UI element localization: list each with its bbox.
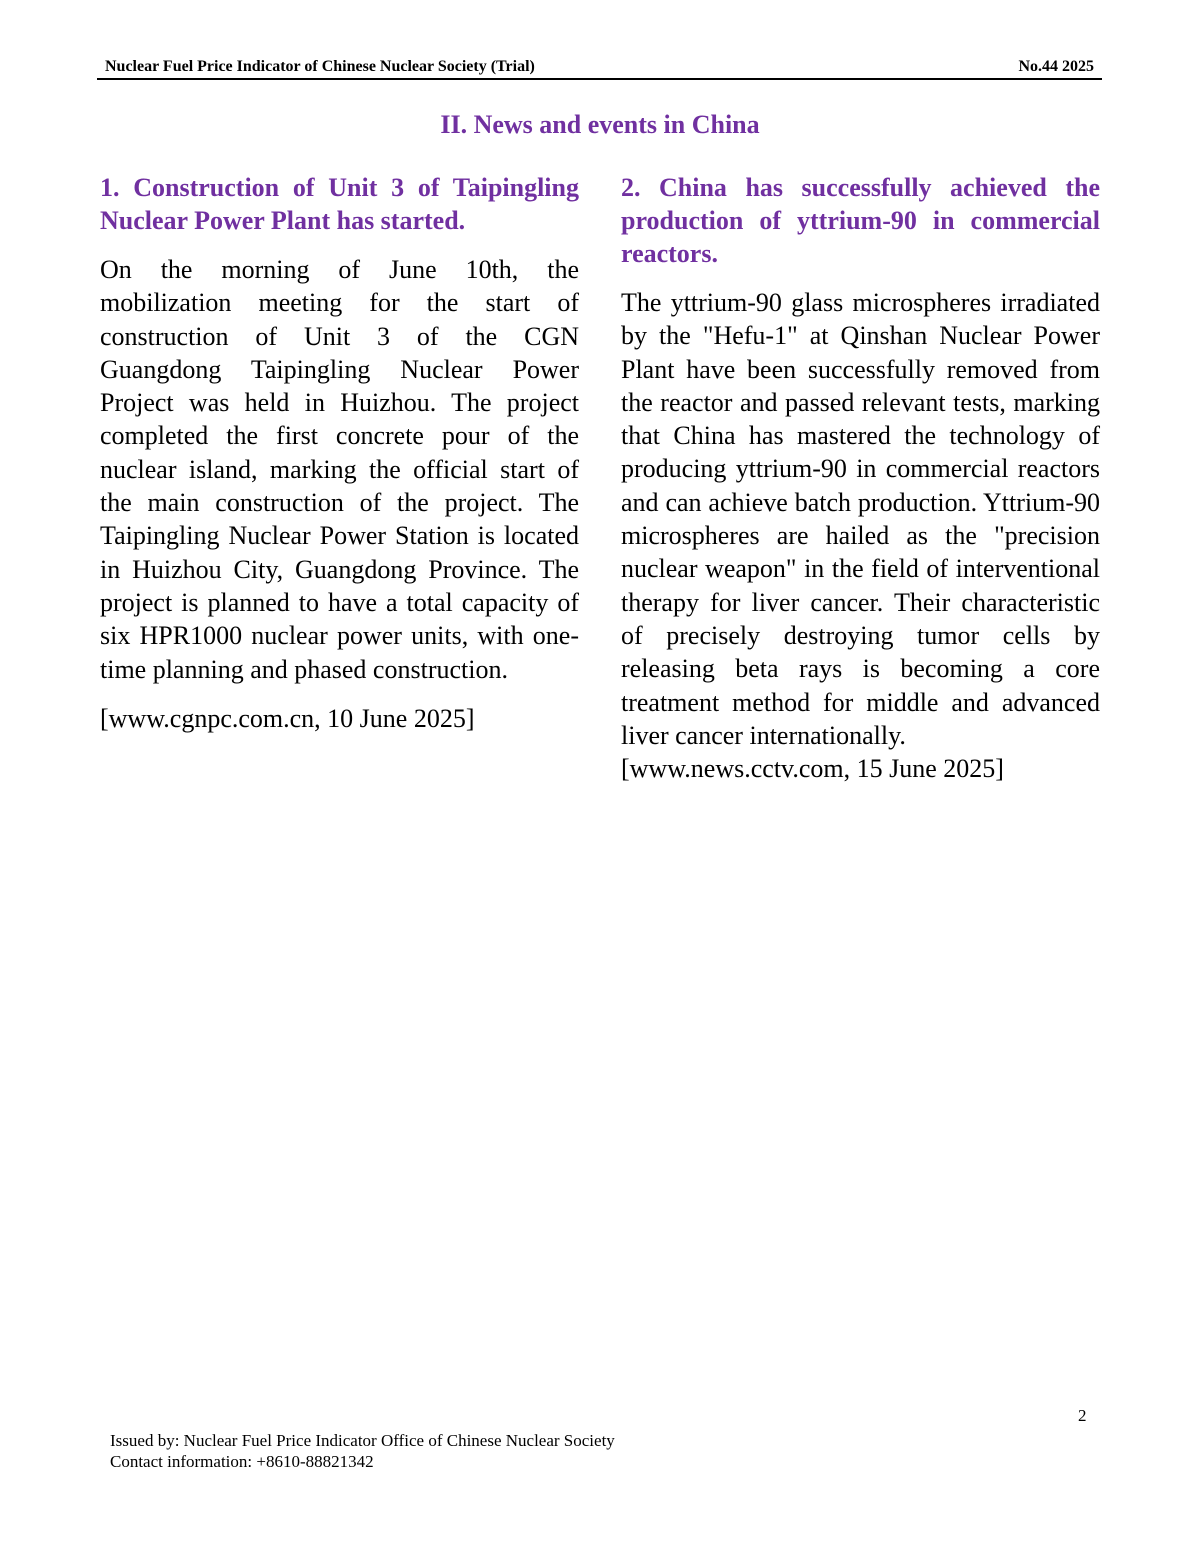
news-item-taipingling [100,171,579,735]
page-header [97,56,1102,80]
header-issue-number: No.44 2025 [1018,58,1094,75]
news-body: The yttrium-90 glass microspheres irradiated by the "Hefu-1" at Qinshan Nuclear Power Plant have been successfully removed from the reactor and passed relevant tests, marking that China has mastered the technology of producing yttrium-90 in commercial reactors and can achieve batch production. Yttrium-90 microspheres are hailed as the "precision nuclear weapon" in the field of interventional therapy for liver cancer. Their characteristic of precisely destroying tumor cells by releasing beta rays is becoming a core treatment method for middle and advanced liver cancer internationally. [621,288,1100,750]
news-item-yttrium-90 [621,171,1100,785]
news-heading: 1. Construction of Unit 3 of Taipingling Nuclear Power Plant has started. [100,173,579,235]
page-number: 2 [1078,1406,1087,1425]
news-heading: 2. China has successfully achieved the production of yttrium-90 in commercial reactors. [621,173,1100,268]
footer-issued-by: Issued by: Nuclear Fuel Price Indicator Office of Chinese Nuclear Society [110,1431,615,1450]
footer-contact: Contact information: +8610-88821342 [110,1452,374,1471]
header-title: Nuclear Fuel Price Indicator of Chinese Nuclear Society (Trial) [105,58,535,75]
page-footer [110,1430,615,1472]
news-source: [www.news.cctv.com, 15 June 2025] [621,754,1004,784]
news-body: On the morning of June 10th, the mobilization meeting for the start of construction of Unit 3 of the CGN Guangdong Taipingling Nuclear Power Project was held in Huizhou. The project completed the first concrete pour of the nuclear island, marking the official start of the main construction of the project. The Taipingling Nuclear Power Station is located in Huizhou City, Guangdong Province. The project is planned to have a total capacity of six HPR1000 nuclear power units, with one-time planning and phased construction. [100,255,579,684]
section-title: II. News and events in China [440,110,760,139]
news-source: [www.cgnpc.com.cn, 10 June 2025] [100,703,475,733]
